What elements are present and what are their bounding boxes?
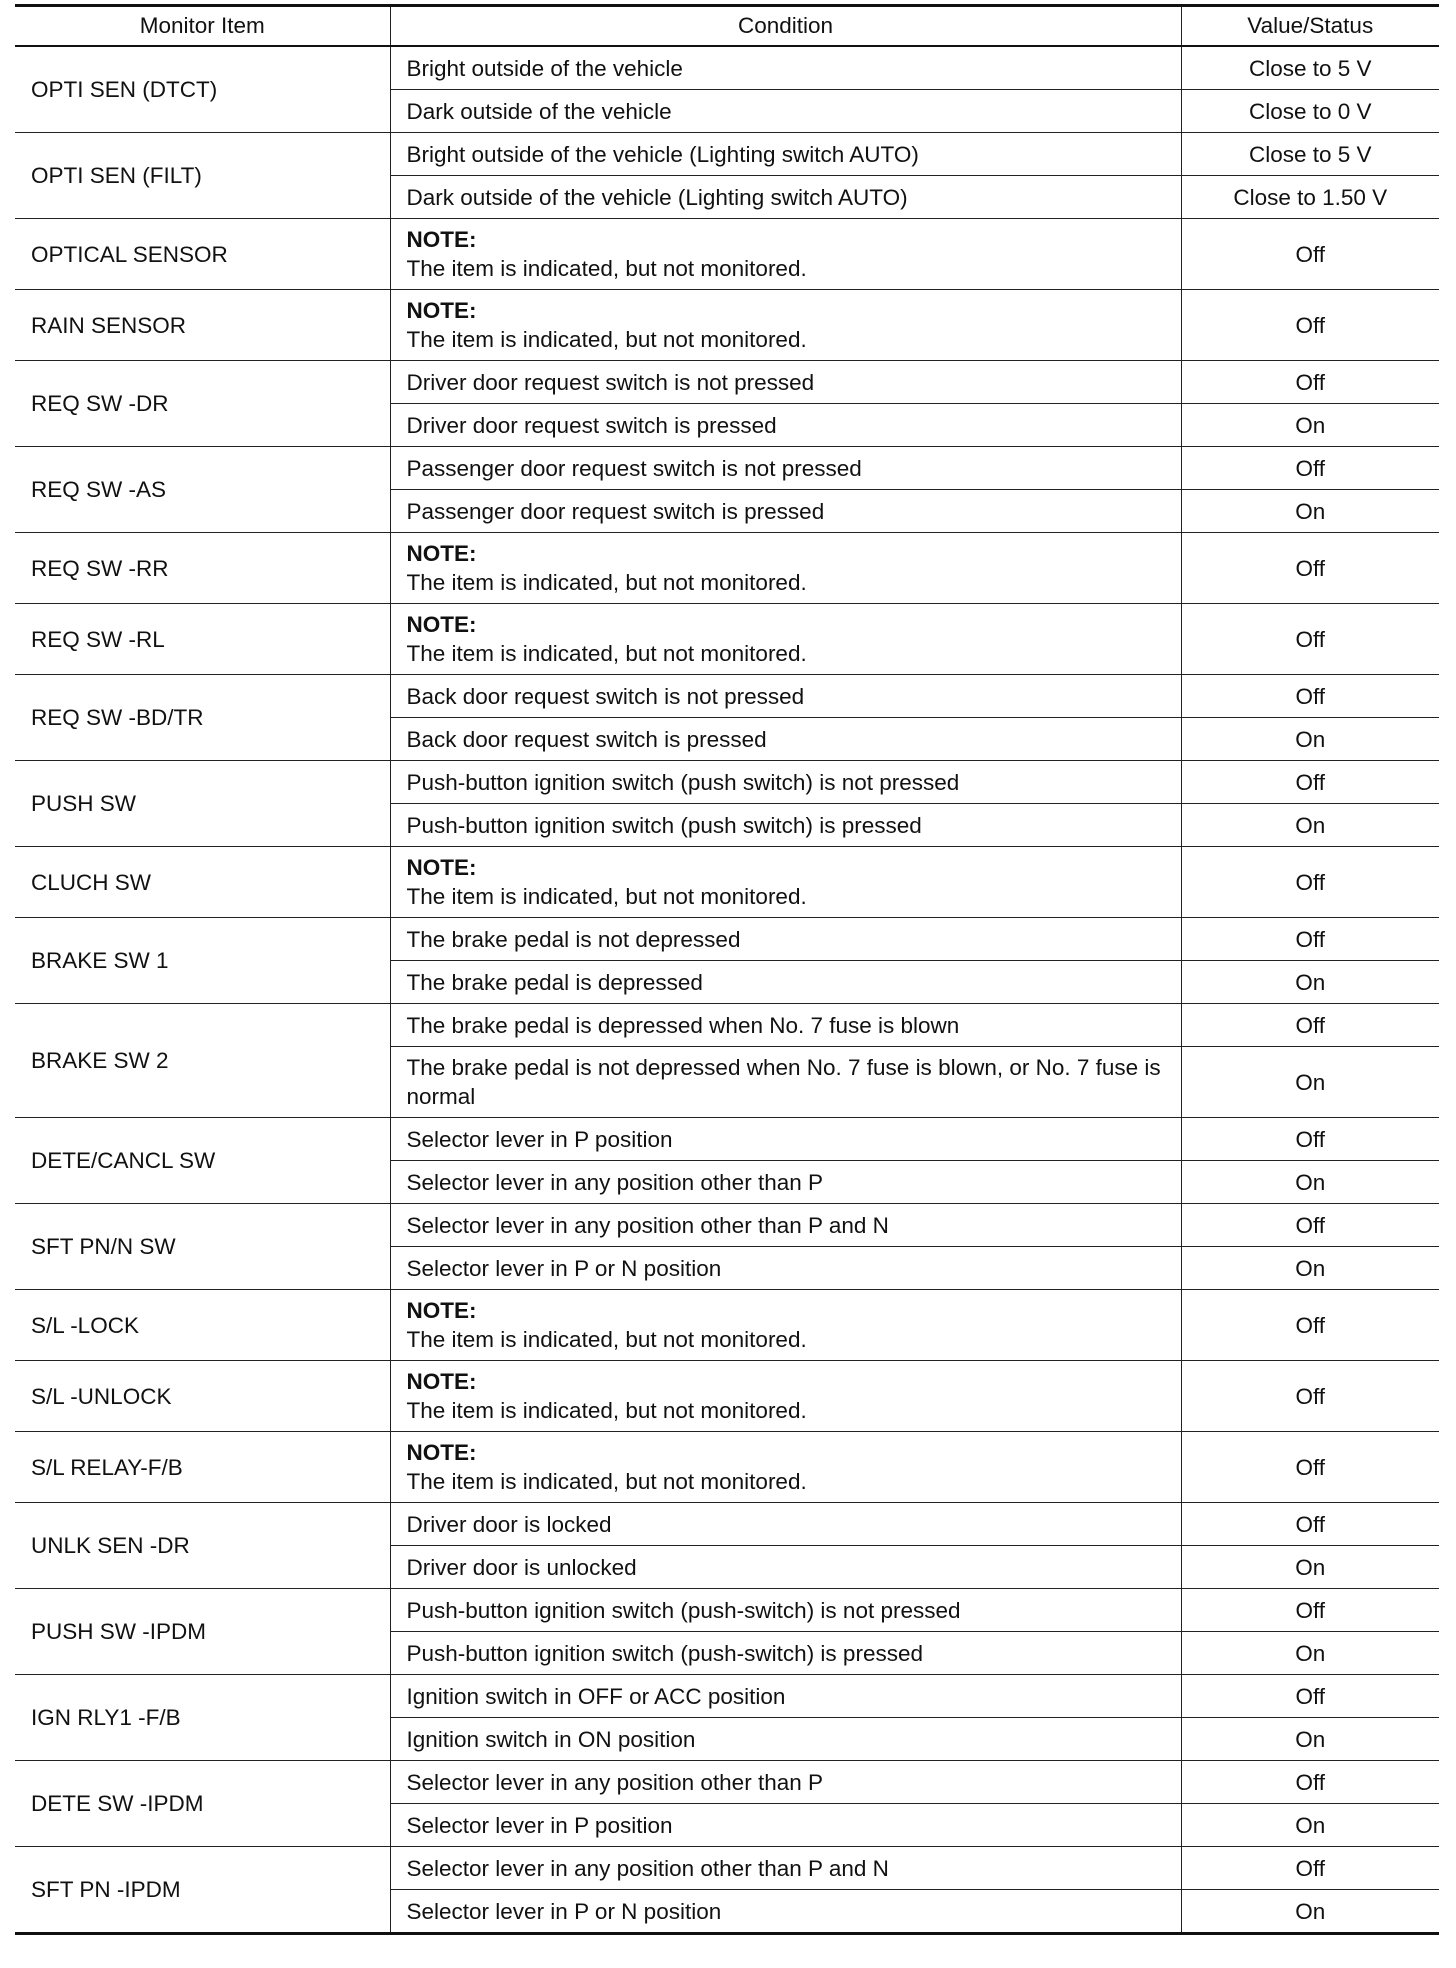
monitor-item-cell: PUSH SW <box>31 791 137 816</box>
table-row <box>15 761 1439 804</box>
condition-text: The brake pedal is depressed <box>406 969 703 995</box>
table-row <box>15 133 1439 176</box>
value-status-cell: On <box>1181 404 1439 447</box>
condition-cell <box>390 447 1181 490</box>
table-row <box>15 361 1439 404</box>
value-status-cell: On <box>1181 1546 1439 1589</box>
monitor-item-cell: REQ SW -BD/TR <box>31 705 204 730</box>
condition-cell <box>390 290 1181 361</box>
condition-cell <box>390 133 1181 176</box>
note-label: NOTE: <box>406 612 477 637</box>
condition-text: The item is indicated, but not monitored. <box>406 641 807 666</box>
value-status-cell: Off <box>1181 847 1439 918</box>
condition-text: The item is indicated, but not monitored. <box>406 256 807 281</box>
monitor-item-cell: UNLK SEN -DR <box>31 1533 190 1558</box>
condition-text: The item is indicated, but not monitored. <box>406 327 807 352</box>
condition-cell <box>390 1204 1181 1247</box>
monitor-item-cell: S/L RELAY-F/B <box>31 1454 183 1480</box>
condition-cell <box>390 1361 1181 1432</box>
table-row <box>15 1361 1439 1432</box>
condition-cell <box>390 847 1181 918</box>
condition-cell <box>390 1503 1181 1546</box>
condition-text: Back door request switch is not pressed <box>406 683 805 709</box>
condition-text: Dark outside of the vehicle (Lighting switch AUTO) <box>406 184 908 210</box>
monitor-item-cell: OPTI SEN (DTCT) <box>31 77 218 102</box>
condition-text: Selector lever in P position <box>406 1812 673 1838</box>
note-label: NOTE: <box>406 1369 477 1394</box>
condition-cell <box>390 361 1181 404</box>
value-status-cell: On <box>1181 804 1439 847</box>
condition-cell <box>390 533 1181 604</box>
value-status-cell: Off <box>1181 219 1439 290</box>
table-row <box>15 1290 1439 1361</box>
condition-text: Selector lever in P or N position <box>406 1898 722 1924</box>
monitor-item-cell: REQ SW -RR <box>31 555 169 581</box>
table-row <box>15 1004 1439 1047</box>
condition-cell <box>390 1890 1181 1934</box>
condition-cell <box>390 1546 1181 1589</box>
header-value-status: Value/Status <box>1181 6 1439 47</box>
table-row <box>15 847 1439 918</box>
condition-text: The brake pedal is depressed when No. 7 fuse is blown <box>406 1012 960 1038</box>
monitor-item-cell: BRAKE SW 2 <box>31 1048 169 1073</box>
value-status-cell: Off <box>1181 1118 1439 1161</box>
condition-cell <box>390 761 1181 804</box>
condition-cell <box>390 804 1181 847</box>
table-row <box>15 1675 1439 1718</box>
table-row <box>15 290 1439 361</box>
monitor-item-cell: S/L -LOCK <box>31 1312 139 1338</box>
condition-cell <box>390 1290 1181 1361</box>
condition-cell <box>390 90 1181 133</box>
condition-text: Driver door request switch is not pressed <box>406 369 815 395</box>
condition-text: The item is indicated, but not monitored. <box>406 570 807 595</box>
condition-text: The item is indicated, but not monitored. <box>406 1327 807 1352</box>
condition-text: The brake pedal is not depressed <box>406 926 741 952</box>
table-row <box>15 1118 1439 1161</box>
condition-text: The item is indicated, but not monitored. <box>406 1469 807 1494</box>
condition-text: Selector lever in any position other than P <box>406 1169 823 1195</box>
condition-text: Bright outside of the vehicle (Lighting switch AUTO) <box>406 141 919 167</box>
condition-text: Push-button ignition switch (push-switch) is not pressed <box>406 1597 961 1623</box>
table-row <box>15 447 1439 490</box>
condition-text: Bright outside of the vehicle <box>406 55 683 81</box>
condition-text: Push-button ignition switch (push switch) is pressed <box>406 812 922 838</box>
table-body <box>15 46 1439 1934</box>
table-row <box>15 1432 1439 1503</box>
condition-cell <box>390 1718 1181 1761</box>
note-label: NOTE: <box>406 1440 477 1465</box>
table-row <box>15 1847 1439 1890</box>
value-status-cell: Close to 1.50 V <box>1181 176 1439 219</box>
condition-text: Passenger door request switch is not pressed <box>406 455 862 481</box>
table-row <box>15 1503 1439 1546</box>
condition-cell <box>390 1118 1181 1161</box>
value-status-cell: Off <box>1181 1761 1439 1804</box>
condition-cell <box>390 46 1181 90</box>
condition-text: Back door request switch is pressed <box>406 726 767 752</box>
table-row <box>15 675 1439 718</box>
table-row <box>15 604 1439 675</box>
condition-cell <box>390 604 1181 675</box>
condition-cell <box>390 675 1181 718</box>
condition-text: Selector lever in P or N position <box>406 1255 722 1281</box>
condition-text: The item is indicated, but not monitored. <box>406 884 807 909</box>
value-status-cell: On <box>1181 1804 1439 1847</box>
condition-text: Push-button ignition switch (push-switch) is pressed <box>406 1640 923 1666</box>
value-status-cell: Off <box>1181 761 1439 804</box>
value-status-cell: On <box>1181 718 1439 761</box>
monitor-item-cell: REQ SW -AS <box>31 477 167 502</box>
value-status-cell: Off <box>1181 290 1439 361</box>
value-status-cell: Off <box>1181 1503 1439 1546</box>
condition-cell <box>390 1675 1181 1718</box>
value-status-cell: On <box>1181 1047 1439 1118</box>
condition-cell <box>390 1047 1181 1118</box>
value-status-cell: Off <box>1181 1589 1439 1632</box>
condition-text: The item is indicated, but not monitored. <box>406 1398 807 1423</box>
condition-text: Selector lever in P position <box>406 1126 673 1152</box>
value-status-cell: Off <box>1181 1204 1439 1247</box>
condition-text: Passenger door request switch is pressed <box>406 498 825 524</box>
value-status-cell: Off <box>1181 918 1439 961</box>
monitor-item-cell: SFT PN/N SW <box>31 1234 176 1259</box>
table-row <box>15 533 1439 604</box>
condition-cell <box>390 1761 1181 1804</box>
condition-text: Ignition switch in OFF or ACC position <box>406 1683 786 1709</box>
value-status-cell: Off <box>1181 675 1439 718</box>
value-status-cell: Off <box>1181 361 1439 404</box>
condition-cell <box>390 1804 1181 1847</box>
condition-cell <box>390 1004 1181 1047</box>
value-status-cell: On <box>1181 961 1439 1004</box>
note-label: NOTE: <box>406 855 477 880</box>
condition-cell <box>390 490 1181 533</box>
condition-cell <box>390 1847 1181 1890</box>
value-status-cell: On <box>1181 1718 1439 1761</box>
value-status-cell: On <box>1181 1247 1439 1290</box>
value-status-cell: Off <box>1181 447 1439 490</box>
monitor-item-cell: BRAKE SW 1 <box>31 948 169 973</box>
monitor-item-cell: S/L -UNLOCK <box>31 1383 172 1409</box>
monitor-item-cell: REQ SW -DR <box>31 391 169 416</box>
condition-cell <box>390 176 1181 219</box>
header-row <box>15 6 1439 47</box>
condition-cell <box>390 219 1181 290</box>
monitor-item-cell: DETE SW -IPDM <box>31 1791 204 1816</box>
monitor-item-cell: PUSH SW -IPDM <box>31 1619 207 1644</box>
note-label: NOTE: <box>406 541 477 566</box>
condition-text: The brake pedal is not depressed when No. 7 fuse is blown, or No. 7 fuse is normal <box>406 1055 1161 1109</box>
note-label: NOTE: <box>406 1298 477 1323</box>
value-status-cell: Close to 5 V <box>1181 46 1439 90</box>
table-row <box>15 1761 1439 1804</box>
value-status-cell: On <box>1181 1632 1439 1675</box>
condition-cell <box>390 1432 1181 1503</box>
condition-text: Dark outside of the vehicle <box>406 98 672 124</box>
monitor-item-cell: OPTI SEN (FILT) <box>31 163 202 188</box>
value-status-cell: Off <box>1181 1290 1439 1361</box>
value-status-cell: On <box>1181 1161 1439 1204</box>
table-row <box>15 1204 1439 1247</box>
monitor-item-cell: IGN RLY1 -F/B <box>31 1705 181 1730</box>
note-label: NOTE: <box>406 298 477 323</box>
condition-cell <box>390 1632 1181 1675</box>
monitor-item-cell: OPTICAL SENSOR <box>31 241 228 267</box>
condition-text: Selector lever in any position other than P and N <box>406 1212 889 1238</box>
table-row <box>15 46 1439 90</box>
condition-cell <box>390 718 1181 761</box>
condition-cell <box>390 961 1181 1004</box>
monitor-item-cell: CLUCH SW <box>31 869 152 895</box>
monitor-item-cell: DETE/CANCL SW <box>31 1148 216 1173</box>
value-status-cell: Off <box>1181 1004 1439 1047</box>
value-status-cell: Off <box>1181 1432 1439 1503</box>
condition-cell <box>390 1589 1181 1632</box>
table-row <box>15 1589 1439 1632</box>
value-status-cell: Off <box>1181 604 1439 675</box>
condition-text: Driver door request switch is pressed <box>406 412 777 438</box>
note-label: NOTE: <box>406 227 477 252</box>
value-status-cell: On <box>1181 490 1439 533</box>
value-status-cell: Close to 0 V <box>1181 90 1439 133</box>
monitor-item-table <box>15 4 1439 1935</box>
monitor-item-cell: RAIN SENSOR <box>31 312 187 338</box>
monitor-item-cell: SFT PN -IPDM <box>31 1877 181 1902</box>
header-monitor-item: Monitor Item <box>139 13 265 38</box>
table-row <box>15 219 1439 290</box>
value-status-cell: Close to 5 V <box>1181 133 1439 176</box>
condition-text: Selector lever in any position other than P <box>406 1769 823 1795</box>
condition-text: Selector lever in any position other than P and N <box>406 1855 889 1881</box>
condition-text: Driver door is unlocked <box>406 1554 637 1580</box>
value-status-cell: On <box>1181 1890 1439 1934</box>
condition-cell <box>390 918 1181 961</box>
header-condition: Condition <box>390 6 1181 47</box>
condition-text: Driver door is locked <box>406 1511 612 1537</box>
value-status-cell: Off <box>1181 533 1439 604</box>
condition-text: Push-button ignition switch (push switch) is not pressed <box>406 769 960 795</box>
condition-cell <box>390 404 1181 447</box>
condition-cell <box>390 1161 1181 1204</box>
condition-cell <box>390 1247 1181 1290</box>
condition-text: Ignition switch in ON position <box>406 1726 696 1752</box>
value-status-cell: Off <box>1181 1675 1439 1718</box>
value-status-cell: Off <box>1181 1361 1439 1432</box>
monitor-item-cell: REQ SW -RL <box>31 626 165 652</box>
value-status-cell: Off <box>1181 1847 1439 1890</box>
table-row <box>15 918 1439 961</box>
